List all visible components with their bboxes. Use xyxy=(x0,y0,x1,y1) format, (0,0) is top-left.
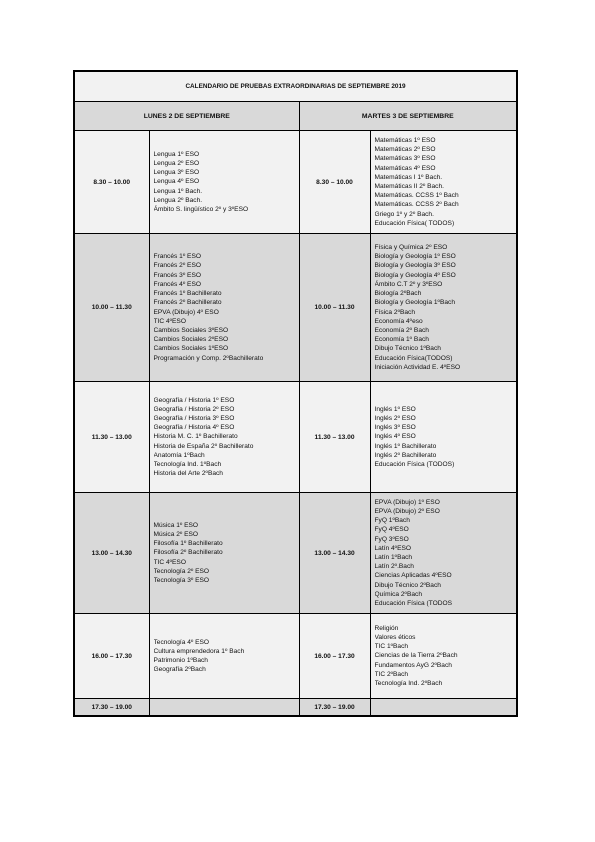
subject-entry: Física 2ºBach xyxy=(374,308,416,316)
subject-entry: Biología 2ºBach xyxy=(374,290,422,298)
subject-entry: Inglés 3º ESO xyxy=(374,424,416,432)
table-row xyxy=(74,493,517,614)
subject-entry: Fundamentos AyG 2ºBach xyxy=(374,661,452,669)
subject-entry: Ámbito C.T 2º y 3ºESO xyxy=(374,280,443,288)
tuesday-subjects xyxy=(370,234,517,382)
monday-subjects xyxy=(149,382,299,493)
subject-entry: Latín 1ºBach xyxy=(374,554,413,561)
monday-subjects xyxy=(149,234,299,382)
subject-entry: Ciencias Aplicadas 4ºESO xyxy=(374,572,452,580)
subject-entry: Música 1º ESO xyxy=(153,521,199,529)
monday-subjects xyxy=(149,614,299,699)
subject-entry: Inglés 1º ESO xyxy=(374,405,416,413)
subject-entry: Tecnología 4º ESO xyxy=(153,638,210,646)
subject-entry: Biología y Geología 4º ESO xyxy=(374,271,456,279)
subject-entry: EPVA (Dibujo) 2º ESO xyxy=(374,507,440,515)
subject-entry: Programación y Comp. 2ºBachillerato xyxy=(153,354,264,362)
subject-entry: Matemáticas. CCSS 2º Bach xyxy=(374,201,459,209)
subject-entry: Matemáticas 2º ESO xyxy=(374,146,436,154)
subject-entry: Cambios Sociales 1ºESO xyxy=(153,345,229,353)
subject-entry: Geografía / Historia 3º ESO xyxy=(153,414,235,422)
subject-entry: Inglés 2º ESO xyxy=(374,414,416,422)
exam-calendar-table xyxy=(73,70,518,717)
subject-entry: Biología y Geología 1º ESO xyxy=(374,253,456,261)
subject-entry: Biología y Geología 3º ESO xyxy=(374,262,456,270)
subject-entry: Lengua 1º Bach. xyxy=(153,187,203,195)
subject-entry: Geografía 2ºBach xyxy=(153,666,206,674)
subject-entry: Dibujo Técnico 1ºBach xyxy=(374,345,441,353)
subject-entry: Cambios Sociales 3ºESO xyxy=(153,326,229,334)
subject-entry: Filosofía 1º Bachillerato xyxy=(153,540,223,548)
time-slot: 10.00 – 11.30 xyxy=(299,234,370,382)
subject-entry: Lengua 3º ESO xyxy=(153,169,200,177)
tuesday-subjects xyxy=(370,131,517,234)
subject-entry: Francés 2º Bachillerato xyxy=(153,299,222,307)
time-slot: 13.00 – 14.30 xyxy=(74,493,149,614)
subject-entry: Historia del Arte 2ºBach xyxy=(153,470,223,478)
monday-subjects xyxy=(149,493,299,614)
subject-entry: Economía 4ºeso xyxy=(374,317,423,325)
subject-entry: Matemáticas 4º ESO xyxy=(374,164,436,172)
subject-entry: Física y Química 2º ESO xyxy=(374,244,448,252)
table-row xyxy=(74,131,517,234)
subject-entry: Matemáticas I 1º Bach. xyxy=(374,173,443,181)
subject-entry: Música 2º ESO xyxy=(153,530,199,538)
subject-entry: Francés 1º Bachillerato xyxy=(153,290,222,298)
subject-entry: Economía 2º Bach xyxy=(374,326,429,334)
subject-entry: Francés 1º ESO xyxy=(153,253,201,261)
subject-entry: FyQ 3ºESO xyxy=(374,535,409,543)
subject-entry: Tecnología 2º ESO xyxy=(153,567,210,575)
subject-entry: Ámbito S. lingüístico 2º y 3ºESO xyxy=(153,206,249,213)
subject-entry: Anatomía 1ºBach xyxy=(153,451,205,459)
subject-entry: Geografía / Historia 2º ESO xyxy=(153,405,235,413)
subject-entry: FyQ 1ºBach xyxy=(374,517,410,525)
subject-entry: Ciencias de la Tierra 2ºBach xyxy=(374,652,458,660)
subject-entry: FyQ 4ºESO xyxy=(374,526,409,534)
tuesday-subjects xyxy=(370,699,517,717)
monday-subjects xyxy=(149,699,299,717)
subject-entry: Química 2ºBach xyxy=(374,590,422,598)
time-slot: 10.00 – 11.30 xyxy=(74,234,149,382)
table-row xyxy=(74,699,517,717)
subject-entry: Filosofía 2º Bachillerato xyxy=(153,549,223,557)
subject-entry: Francés 2º ESO xyxy=(153,262,201,270)
calendar-title: CALENDARIO DE PRUEBAS EXTRAORDINARIAS DE SEPTIEMBRE 2019 xyxy=(74,71,517,102)
time-slot: 11.30 – 13.00 xyxy=(74,382,149,493)
subject-entry: Latín 2º.Bach xyxy=(374,563,414,571)
subject-entry: Latín 4ºESO xyxy=(374,544,411,552)
time-slot: 8.30 – 10.00 xyxy=(74,131,149,234)
subject-entry: Lengua 2º Bach. xyxy=(153,196,203,204)
subject-entry: EPVA (Dibujo) 4º ESO xyxy=(153,308,219,316)
subject-entry: Valores éticos xyxy=(374,633,416,641)
subject-entry: Francés 4º ESO xyxy=(153,280,201,288)
time-slot: 16.00 – 17.30 xyxy=(74,614,149,699)
subject-entry: EPVA (Dibujo) 1º ESO xyxy=(374,498,440,506)
subject-entry: Geografía / Historia 1º ESO xyxy=(153,396,235,404)
time-slot: 17.30 – 19.00 xyxy=(74,699,149,717)
subject-entry: Lengua 4º ESO xyxy=(153,178,200,186)
subject-entry: Matemáticas II 2º Bach. xyxy=(374,183,444,190)
subject-entry: Geografía / Historia 4º ESO xyxy=(153,424,235,432)
time-slot: 11.30 – 13.00 xyxy=(299,382,370,493)
subject-entry: Biología y Geología 1ºBach xyxy=(374,299,455,307)
subject-entry: Lengua 2º ESO xyxy=(153,159,200,167)
subject-entry: Economía 1º Bach xyxy=(374,336,429,344)
title-row xyxy=(74,71,517,102)
subject-entry: Griego 1º y 2º Bach. xyxy=(374,210,434,218)
subject-entry: Lengua 1º ESO xyxy=(153,150,200,158)
day-header-tuesday: MARTES 3 DE SEPTIEMBRE xyxy=(299,102,517,131)
subject-entry: Educación Física(TODOS) xyxy=(374,354,453,362)
tuesday-subjects xyxy=(370,493,517,614)
subject-entry: Educación Física (TODOS) xyxy=(374,461,455,468)
subject-entry: Iniciación Actividad E. 4ºESO xyxy=(374,363,461,371)
subject-entry: Historia de España 2º Bachillerato xyxy=(153,442,254,450)
subject-entry: Patrimonio 1ºBach xyxy=(153,657,208,664)
table-row xyxy=(74,234,517,382)
subject-entry: Cambios Sociales 2ºESO xyxy=(153,336,229,344)
subject-entry: Tecnología Ind. 1ºBach xyxy=(153,461,222,468)
table-row xyxy=(74,614,517,699)
subject-entry: Matemáticas. CCSS 1º Bach xyxy=(374,192,459,200)
time-slot: 8.30 – 10.00 xyxy=(299,131,370,234)
subject-entry: Educación Física( TODOS) xyxy=(374,219,455,227)
tuesday-subjects xyxy=(370,614,517,699)
subject-entry: Cultura emprendedora 1º Bach xyxy=(153,647,245,655)
subject-entry: Inglés 4º ESO xyxy=(374,433,416,441)
day-header-monday: LUNES 2 DE SEPTIEMBRE xyxy=(74,102,299,131)
subject-entry: Inglés 1º Bachillerato xyxy=(374,442,437,450)
table-row xyxy=(74,382,517,493)
tuesday-subjects xyxy=(370,382,517,493)
time-slot: 13.00 – 14.30 xyxy=(299,493,370,614)
subject-entry: Historia M. C. 1º Bachillerato xyxy=(153,433,238,441)
subject-entry: Matemáticas 1º ESO xyxy=(374,136,436,144)
subject-entry: Educación Física (TODOS xyxy=(374,600,453,608)
time-slot: 16.00 – 17.30 xyxy=(299,614,370,699)
subject-entry: Matemáticas 3º ESO xyxy=(374,155,436,163)
subject-entry: Religión xyxy=(374,624,399,632)
day-header-row xyxy=(74,102,517,131)
subject-entry: Tecnología Ind. 2ºBach xyxy=(374,680,443,687)
subject-entry: Tecnología 3º ESO xyxy=(153,577,210,584)
subject-entry: TIC 4ºESO xyxy=(153,558,186,566)
monday-subjects xyxy=(149,131,299,234)
subject-entry: Francés 3º ESO xyxy=(153,271,201,279)
subject-entry: TIC 2ºBach xyxy=(374,670,409,678)
subject-entry: Inglés 2º Bachillerato xyxy=(374,451,437,459)
subject-entry: TIC 1ºBach xyxy=(374,643,409,651)
subject-entry: TIC 4ºESO xyxy=(153,317,186,325)
subject-entry: Dibujo Técnico 2ºBach xyxy=(374,581,441,589)
time-slot: 17.30 – 19.00 xyxy=(299,699,370,717)
